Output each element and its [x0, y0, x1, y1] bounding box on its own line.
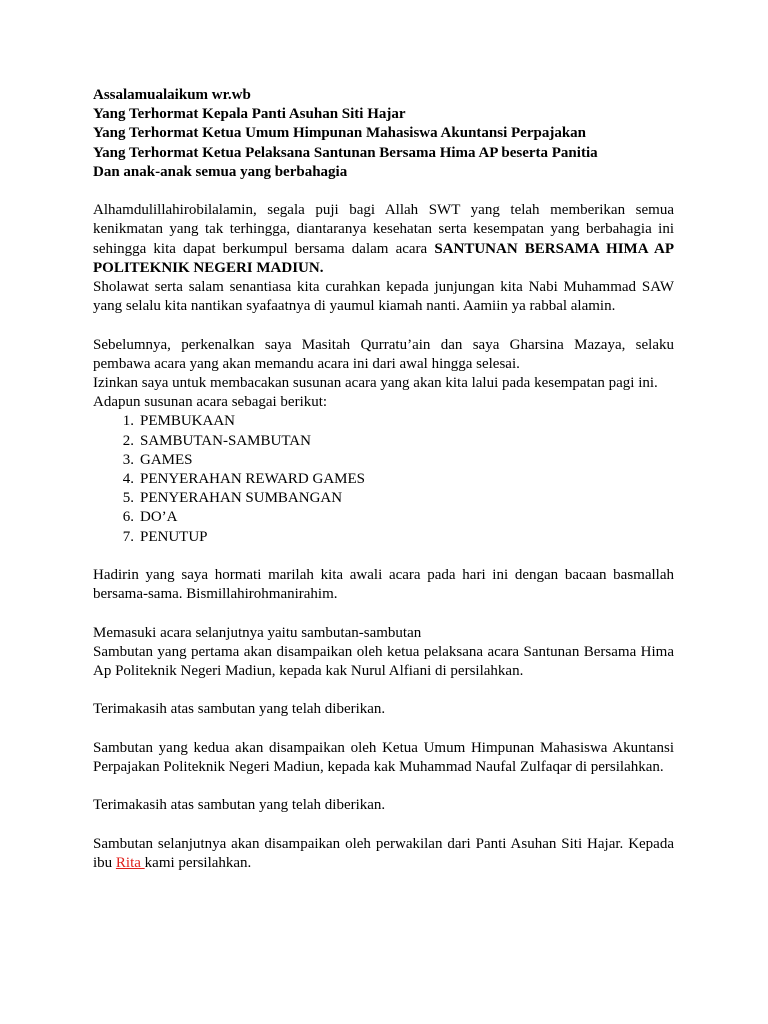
thanks-2-paragraph: Terimakasih atas sambutan yang telah diberikan. — [93, 797, 386, 814]
list-text: SAMBUTAN-SAMBUTAN — [140, 432, 311, 449]
greeting-line: Yang Terhormat Ketua Umum Himpunan Mahasiswa Akuntansi Perpajakan — [93, 125, 587, 142]
greeting-block — [93, 86, 674, 182]
list-text: PENUTUP — [140, 528, 208, 545]
list-number: 1. — [122, 413, 134, 430]
list-item — [93, 489, 674, 508]
list-number: 3. — [122, 451, 134, 468]
speech-1-paragraph: Sambutan yang pertama akan disampaikan oleh ketua pelaksana acara Santunan Bersama Hima Ap Politeknik Negeri Madiun, kepada kak Nurul Alfiani di persilahkan. — [93, 643, 674, 680]
list-number: 4. — [122, 471, 134, 488]
greeting-line: Dan anak-anak semua yang berbahagia — [93, 163, 348, 180]
speeches-intro: Memasuki acara selanjutnya yaitu sambutan-sambutan — [93, 624, 422, 641]
agenda-intro: Adapun susunan acara sebagai berikut: — [93, 394, 328, 411]
list-item — [93, 412, 674, 431]
list-number: 6. — [122, 509, 134, 526]
list-text: DO’A — [140, 509, 178, 526]
list-text: GAMES — [140, 451, 193, 468]
speaker-name-highlight: Rita — [115, 855, 145, 871]
list-number: 7. — [122, 528, 134, 545]
speech-3-after: kami persilahkan. — [144, 855, 252, 871]
opening-paragraph: Hadirin yang saya hormati marilah kita awali acara pada hari ini dengan bacaan basmallah bersama-sama. Bismillahirohmanirahim. — [93, 567, 674, 603]
speech-3-text: Sambutan selanjutnya akan disampaikan oleh perwakilan dari Panti Asuhan Siti Hajar. Kepada ibu — [93, 835, 674, 871]
list-text: PEMBUKAAN — [140, 413, 236, 430]
list-number: 2. — [122, 432, 134, 449]
intro-text: Alhamdulillahirobilalamin, segala puji bagi Allah SWT yang telah memberikan semua kenikmatan yang tak terhingga, diantaranya kesehatan serta kesempatan yang berbahagia ini sehingga kita dapat berkumpul bersama dalam acara — [93, 202, 674, 257]
list-text: PENYERAHAN REWARD GAMES — [140, 471, 366, 488]
list-item — [93, 470, 674, 489]
speech-2-paragraph: Sambutan yang kedua akan disampaikan oleh Ketua Umum Himpunan Mahasiswa Akuntansi Perpajakan Politeknik Negeri Madiun, kepada kak Muhammad Naufal Zulfaqar di persilahkan. — [93, 739, 674, 776]
intro-paragraph — [93, 201, 674, 278]
list-text: PENYERAHAN SUMBANGAN — [140, 490, 343, 507]
list-item — [93, 432, 674, 451]
thanks-1-paragraph: Terimakasih atas sambutan yang telah diberikan. — [93, 701, 386, 718]
document-page — [93, 86, 674, 873]
list-number: 5. — [122, 490, 134, 507]
greeting-line: Yang Terhormat Kepala Panti Asuhan Siti Hajar — [93, 106, 406, 123]
speech-3-paragraph — [93, 835, 674, 873]
greeting-line: Yang Terhormat Ketua Pelaksana Santunan Bersama Hima AP beserta Panitia — [93, 144, 598, 161]
introduction-paragraph: Sebelumnya, perkenalkan saya Masitah Qurratu’ain dan saya Gharsina Mazaya, selaku pembawa acara yang akan memandu acara ini dari awal hingga selesai. — [93, 336, 674, 372]
list-item — [93, 451, 674, 470]
sholawat-paragraph: Sholawat serta salam senantiasa kita curahkan kepada junjungan kita Nabi Muhammad SAW yang selalu kita nantikan syafaatnya di yaumul kiamah nanti. Aamiin ya rabbal alamin. — [93, 279, 674, 315]
permission-paragraph: Izinkan saya untuk membacakan susunan acara yang akan kita lalui pada kesempatan pagi ini. — [93, 375, 658, 392]
agenda-list — [93, 412, 674, 546]
list-item — [93, 528, 674, 547]
greeting-line: Assalamualaikum wr.wb — [93, 87, 251, 103]
event-name: SANTUNAN BERSAMA HIMA AP POLITEKNIK NEGERI MADIUN. — [93, 240, 674, 276]
list-item — [93, 508, 674, 527]
